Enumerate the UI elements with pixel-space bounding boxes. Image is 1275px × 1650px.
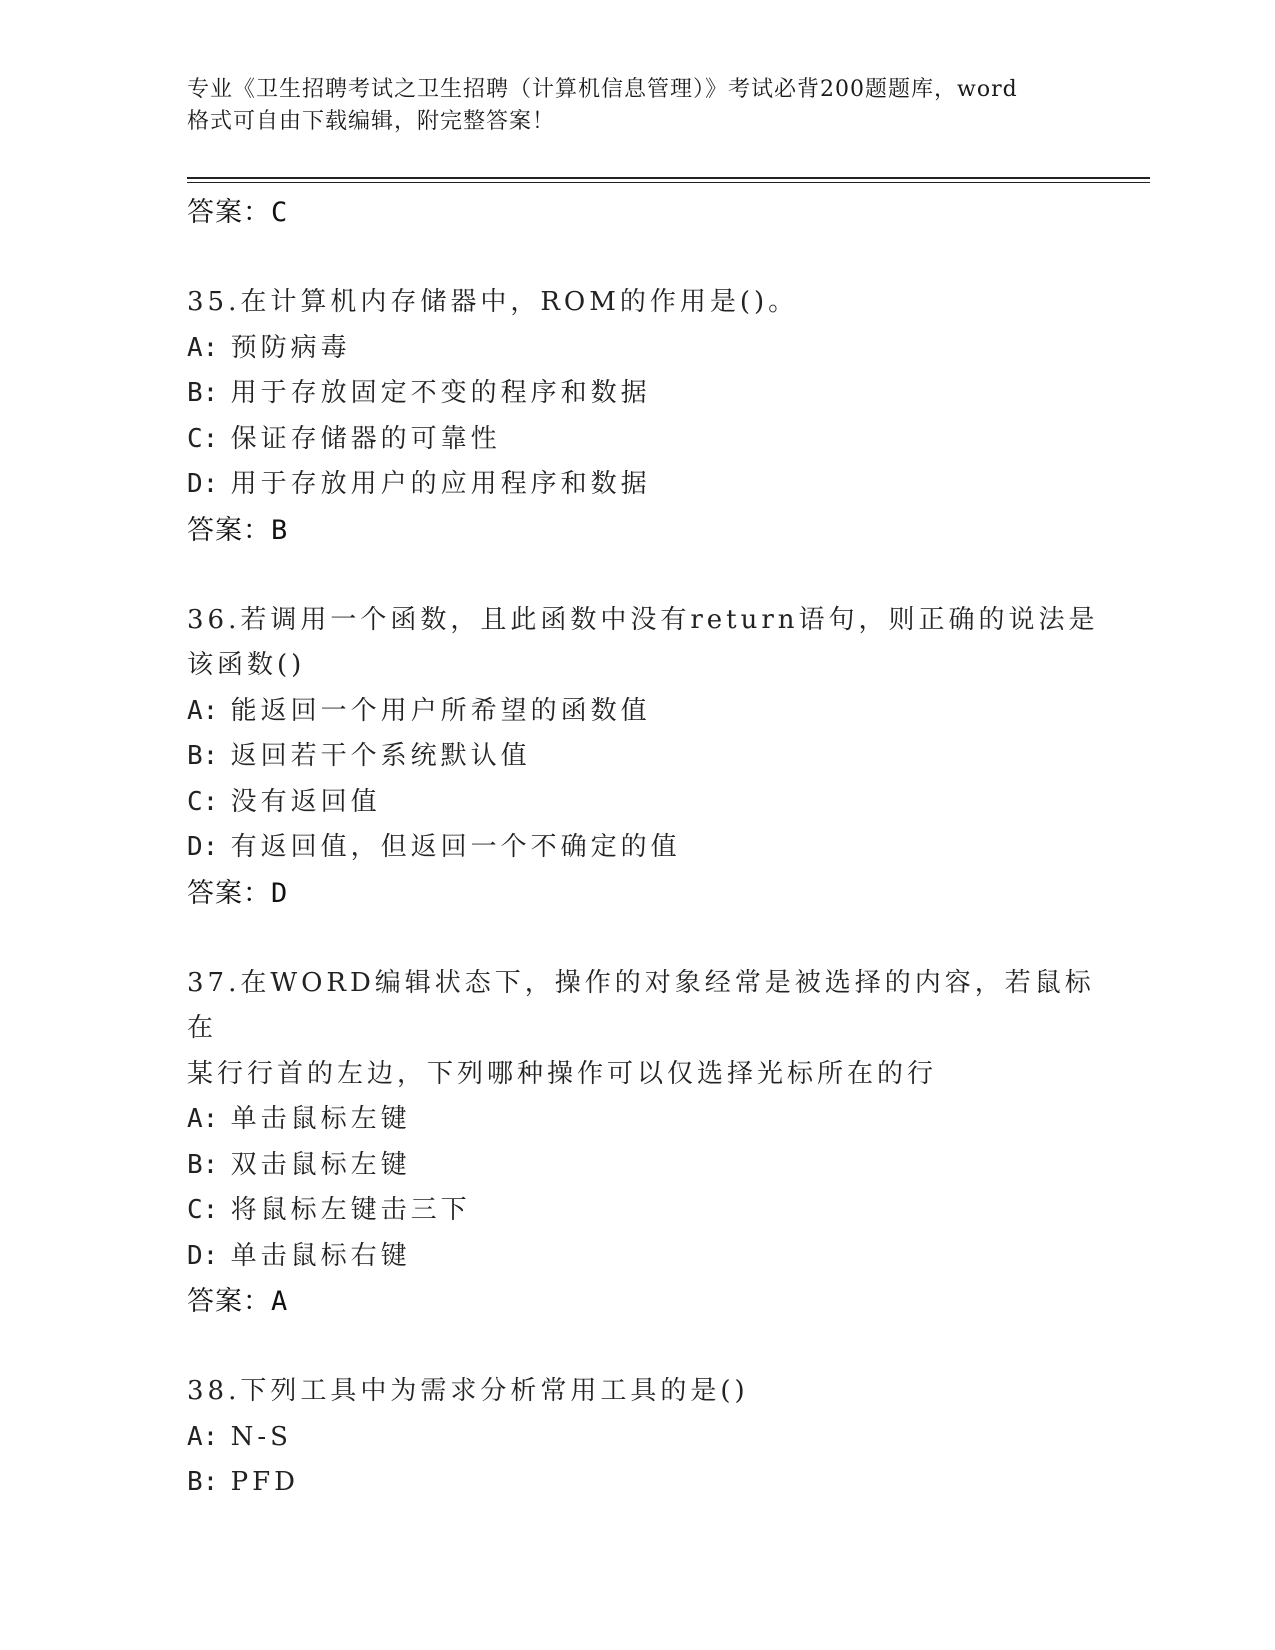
option-key: A:: [187, 695, 219, 726]
question-list: [187, 190, 1107, 1506]
answer-option: [187, 1460, 1107, 1506]
answer-option: [187, 734, 1107, 780]
answer-label: 答案：: [187, 877, 271, 909]
block-spacer: [187, 917, 1107, 961]
question-block: [187, 961, 1107, 1370]
answer-line: [187, 1279, 1107, 1325]
option-text: 保证存储器的可靠性: [230, 423, 501, 454]
option-text: 单击鼠标左键: [230, 1104, 411, 1134]
block-spacer: [187, 236, 1107, 280]
question-block: [187, 190, 1107, 280]
option-key: B:: [187, 1149, 219, 1180]
option-text: PFD: [230, 1467, 299, 1497]
option-text: 预防病毒: [230, 332, 351, 363]
option-text: 没有返回值: [230, 786, 381, 817]
header-line-1: 专业《卫生招聘考试之卫生招聘（计算机信息管理）》考试必背200题题库，word: [187, 77, 1018, 102]
option-key: A:: [187, 1104, 219, 1134]
answer-value: C: [271, 197, 289, 228]
answer-option: [187, 780, 1107, 826]
answer-option: [187, 371, 1107, 417]
answer-option: [187, 825, 1107, 871]
answer-option: [187, 1415, 1107, 1461]
question-stem: 37.在WORD编辑状态下，操作的对象经常是被选择的内容，若鼠标在: [187, 967, 1095, 1043]
option-key: D:: [187, 1240, 219, 1271]
option-key: B:: [187, 378, 219, 408]
option-text: 单击鼠标右键: [230, 1240, 411, 1271]
question-stem: 36.若调用一个函数，且此函数中没有return语句，则正确的说法是: [187, 604, 1099, 635]
option-key: C:: [187, 786, 219, 817]
answer-label: 答案：: [187, 197, 271, 228]
answer-option: [187, 417, 1107, 463]
answer-option: [187, 462, 1107, 508]
question-block: [187, 1369, 1107, 1506]
answer-option: [187, 1234, 1107, 1280]
question-stem: 某行行首的左边，下列哪种操作可以仅选择光标所在的行: [187, 1058, 938, 1089]
question-stem: 该函数(): [187, 650, 306, 680]
answer-line: [187, 871, 1107, 917]
header-line-2: 格式可自由下载编辑，附完整答案！: [187, 109, 556, 134]
answer-value: B: [271, 514, 289, 546]
question-stem: 35.在计算机内存储器中，ROM的作用是()。: [187, 287, 799, 317]
option-text: 返回若干个系统默认值: [230, 741, 531, 771]
option-key: A:: [187, 1421, 219, 1452]
option-text: 将鼠标左键击三下: [230, 1195, 471, 1225]
document-header: [187, 74, 1087, 138]
header-rule-thin: [187, 182, 1150, 183]
answer-option: [187, 1097, 1107, 1143]
answer-option: [187, 1188, 1107, 1234]
question-stem: 38.下列工具中为需求分析常用工具的是(): [187, 1376, 749, 1406]
answer-line: [187, 508, 1107, 554]
option-key: A:: [187, 332, 219, 363]
answer-label: 答案：: [187, 514, 271, 546]
block-spacer: [187, 1325, 1107, 1369]
option-text: 用于存放用户的应用程序和数据: [230, 469, 651, 499]
option-text: 用于存放固定不变的程序和数据: [230, 378, 651, 408]
answer-option: [187, 689, 1107, 735]
header-rule-thick: [187, 177, 1150, 179]
option-key: B:: [187, 741, 219, 771]
option-key: C:: [187, 423, 219, 454]
option-key: C:: [187, 1195, 219, 1225]
answer-value: D: [271, 877, 289, 909]
option-text: N-S: [230, 1421, 292, 1452]
option-text: 双击鼠标左键: [230, 1149, 411, 1180]
answer-option: [187, 1143, 1107, 1189]
option-key: B:: [187, 1467, 219, 1497]
option-text: 能返回一个用户所希望的函数值: [230, 695, 651, 726]
answer-option: [187, 326, 1107, 372]
option-text: 有返回值，但返回一个不确定的值: [230, 832, 681, 862]
question-block: [187, 280, 1107, 598]
option-key: D:: [187, 832, 219, 862]
answer-line: [187, 190, 1107, 236]
option-key: D:: [187, 469, 219, 499]
answer-value: A: [271, 1286, 289, 1317]
block-spacer: [187, 554, 1107, 598]
answer-label: 答案：: [187, 1286, 271, 1317]
question-block: [187, 598, 1107, 961]
